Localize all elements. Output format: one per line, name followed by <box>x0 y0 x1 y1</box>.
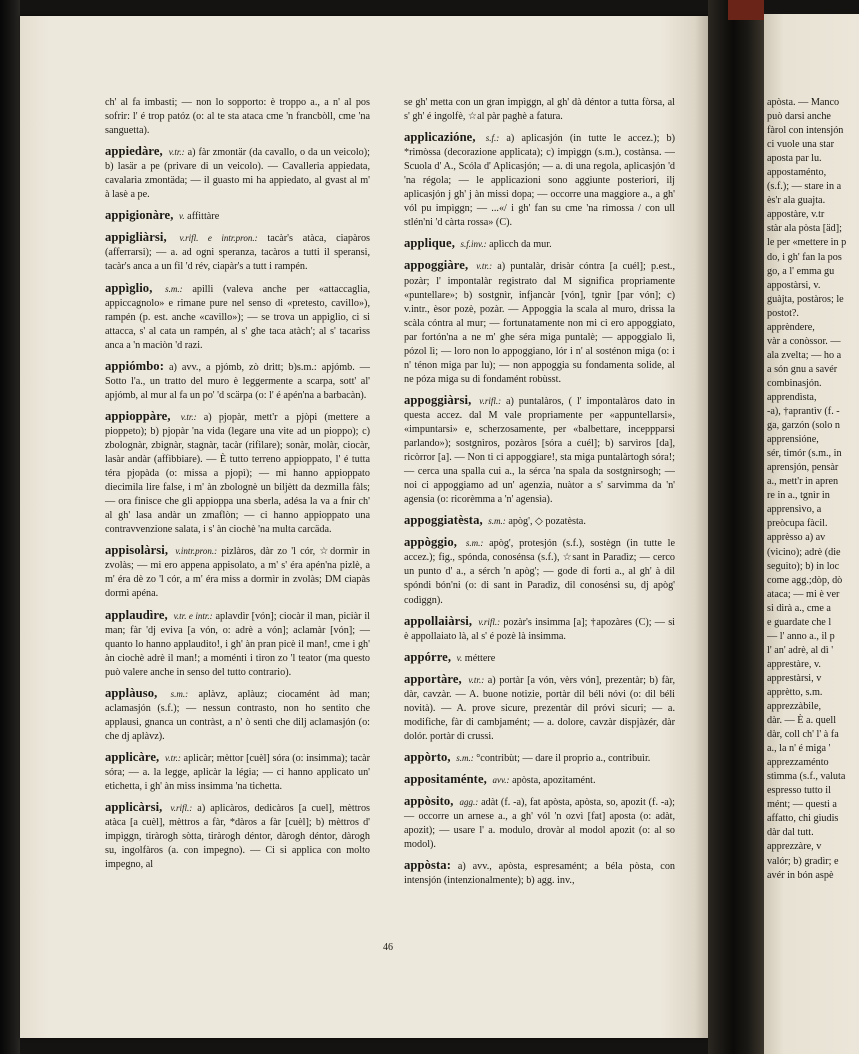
next-page-text-line: apprestàre, v. <box>767 658 821 670</box>
entry-definition: apòg', ◇ pozatèsta. <box>508 516 586 528</box>
entry-headword: appòsta: <box>404 858 451 873</box>
entry-definition: a) fàr zmontär (da cavallo, o da un veicolo); b) lasär a pe (privare di un veicolo). — Cavalleria appiedata, cavalarìa zmontäda; — il guasto mi ha appiedato, al gvast al m' à lasè a pe. <box>105 147 370 201</box>
entry-grammar: agg.: <box>459 797 479 808</box>
entry-headword: applaudìre, <box>105 607 168 622</box>
entry-definition: ch' al fa imbasti; — non lo sopporto: è troppo a., a n' al pos sofrir: l' é trop patóz (o: al te sta ataca cme 'n francbòll, cme 'na sanguetta). <box>105 97 370 137</box>
entry-definition: aplàvz, aplàuz; ciocamént àd man; aclamasjón (s.f.); — nessun contrasto, non ho sentito che applausi, gnanca un contràst, a n' ò sentì che dilj aclamasjón (o: che dj aplàvz). <box>105 688 371 742</box>
dictionary-entry <box>404 772 675 788</box>
dictionary-entry <box>105 608 370 680</box>
entry-grammar: v.intr.pron.: <box>175 546 218 557</box>
entry-grammar: v.rifl.: <box>478 616 501 627</box>
next-page-text-line: appostàre, v.tr <box>767 209 825 221</box>
entry-grammar: v. <box>456 652 463 663</box>
entry-definition: aplavdìr [vón]; ciocàr il man, piciàr il man; fàr 'dj eviva [a vón, o: adrè a vón]; aclamàr [vón]; — quanto lo hanno applaudito!, i gh' àn pran picè il man!, cme i gh' àn ciochè adrè il man!; a moménti i tiron zo 'l teator (ma questo può valere anche in senso del tutto contrario). <box>105 610 370 678</box>
dictionary-column-next-page <box>767 96 859 883</box>
next-page-text-line: valór; b) gradìr; e <box>767 855 839 867</box>
next-page-text-line: (vicino); adrè (die <box>767 546 841 558</box>
next-page-text-line: come agg.;dòp, dò <box>767 574 843 586</box>
dictionary-entry <box>404 513 675 529</box>
dictionary-entry <box>404 393 675 507</box>
next-page-text-line: seguito); b) in loc <box>767 560 840 572</box>
entry-definition: a) avv., apòsta, espresamént; a béla pòsta, con intensjón (intenzionalmente); b) agg. inv., <box>404 861 676 887</box>
next-page-text-line: ataca; — mi è ver <box>767 588 840 600</box>
next-page-text-line: stìmma (s.f., valuta <box>767 771 846 783</box>
dictionary-entry <box>404 236 675 252</box>
dictionary-entry <box>105 281 370 353</box>
next-page-text-line: postot?. <box>767 307 799 319</box>
dictionary-entry <box>105 686 370 744</box>
entry-headword: applicàrsi, <box>105 800 163 815</box>
next-page-text-line: apprestàrsi, v <box>767 672 822 684</box>
entry-grammar: v.rifl. e intr.pron.: <box>179 233 258 244</box>
entry-definition: se gh' metta con un gran impìggn, al gh' dà déntor a tutta fòrsa, al s' gh' é ingolfè, ☆al pàr paghè a fatura. <box>404 97 675 123</box>
entry-headword: appìglio, <box>105 280 153 295</box>
next-page-text-line: apprezzàbile, <box>767 701 822 713</box>
entry-definition: a) avv., a pjómb, zò dritt; b)s.m.: apjómb. — Sotto l'a., un tratto del muro è leggermente a scarpa, sott' al' apjómb, al mur al fa un po' 'd scärpa (o: l' é apén'na a barbacàn). <box>105 361 370 401</box>
dictionary-entry <box>105 543 370 601</box>
entry-definition: a) puntalàr, drisàr cóntra [a cuél]; p.est., pozàr; l' impontalàr registrato dal M significa propriamente «puntellare»; b) sostgnìr, infjancàr [vón], tgnìr [par vón]; c) v.intr., èsor pozè, pozàr. — Appoggia la scala al muro, drissa la scàla cóntra al mur; — fortunatamente non mi ci ero appoggiato, par fortón'na a ne m' ghe séra miga puntalè; — appoggialo lì, pózol lì; — loro non lo appoggiano, lór i n' al sosténon miga (o: i n' ténon miga par lu); — non appoggia su fondamenta solide, al ne póza miga su di fondamént robùsst. <box>404 261 675 385</box>
next-page-text-line: do, i gh' fan la pos <box>767 251 842 263</box>
next-page-text-line: a., la n' é miga ' <box>767 743 831 755</box>
entry-definition: méttere <box>464 652 496 664</box>
dictionary-entry <box>404 858 675 888</box>
entry-definition: a) aplicàros, dedicàros [a cuel], mèttros atàca [a cuèl], mèttros a fàr, *dàros a fàr [cuèl]; b) mèttros d' impìggn, tiràrogh sòtta, tiràrogh déntor, dàrogh déntor, dàrogh su, ingolfàros (a. con impegno). — Ci si applica con molto impegno, al <box>105 803 370 871</box>
entry-headword: appoggiàrsi, <box>404 392 472 407</box>
dictionary-column-right <box>404 96 675 894</box>
next-page-text-line: affatto, chi giudis <box>767 813 839 825</box>
entry-headword: appoggiàre, <box>404 258 469 273</box>
next-page-text-line: fàrol con intensjón <box>767 125 844 137</box>
entry-grammar: v.rifl.: <box>170 803 193 814</box>
dictionary-entry <box>105 230 370 274</box>
next-page-text-line: ci vuole una star <box>767 139 835 151</box>
next-page-text-line: a., mett'r in apren <box>767 476 839 488</box>
entry-grammar: v.tr.: <box>180 411 197 422</box>
next-page-text-line: combinasjón. <box>767 377 822 389</box>
next-page-text-line: appostaménto, <box>767 167 827 179</box>
dictionary-entry <box>404 258 675 386</box>
entry-grammar: v.tr.: <box>168 147 185 158</box>
entry-grammar: avv.: <box>492 774 510 785</box>
entry-definition: apòsta, apozitamént. <box>512 774 596 786</box>
entry-grammar: s.m.: <box>165 283 183 294</box>
entry-headword: appòggio, <box>404 535 458 550</box>
next-page-text-line: sér, timór (s.m., in <box>767 448 842 460</box>
entry-headword: appòsito, <box>404 794 454 809</box>
next-page-text-line: apòsta. — Manco <box>767 97 840 108</box>
next-page-text-line: aposta par lu. <box>767 153 822 165</box>
entry-headword: appòrto, <box>404 749 451 764</box>
next-page-text-line: appostàrsi, v. <box>767 279 821 291</box>
entry-grammar: s.m.: <box>465 538 484 549</box>
dictionary-entry <box>404 750 675 766</box>
dictionary-entry <box>404 96 675 124</box>
next-page-text-line: vàr a conòssor. — <box>767 335 841 347</box>
entry-definition: apilli (valeva anche per «attaccaglia, appiccagnolo» e rimane pure nel senso di «pretesto, cavillo»), rampén (p. est. anche «cavillo»); — se trova un appiglio, ci si attacca, s' al cata un rampén, al s' ghe taca atàch'; al s' tacarìss anca a 'n maciòn 'd razi. <box>105 283 371 351</box>
dictionary-entry <box>404 130 675 230</box>
entry-grammar: v.tr.: <box>468 674 485 685</box>
entry-headword: applicàre, <box>105 749 160 764</box>
next-page-text-line: apprezzàre, v <box>767 841 822 853</box>
next-page-text-line: dàr. — È a. quell <box>767 715 837 727</box>
next-page-text-line: le per «mettere in p <box>767 237 847 249</box>
entry-headword: appiedàre, <box>105 144 163 159</box>
next-page-text-line: re in a., tgnìr in <box>767 490 830 502</box>
next-page-text-line: espresso tutto il <box>767 785 831 797</box>
entry-definition: a) puntalàros, ( l' impontalàros dato in questa accez. dal M vale propriamente per «appuntellarsi», «impuntarsi» e, scherzosamente, per «balbettare, inceppparsi parlando»); sostgnìros, pozàros [sóra a cuél]; b) sarvìros [da], ricòrror [a]. — Non ti ci appoggiare!, sta miga puntalàrtogh sóra!; — cerca una spalla cui a., la sérca 'na spala da sostgnìrsogh; — noi ci appoggiamo ad un' agenzia, nuàtor a s' sarvimma da 'n' agensia (o: ricorèmma a 'n' agensìa). <box>404 395 675 506</box>
entry-grammar: v. <box>179 211 185 222</box>
entry-definition: °contribùt; — dare il proprio a., contribuìr. <box>476 752 651 764</box>
entry-grammar: s.m.: <box>488 516 506 527</box>
entry-headword: applicazióne, <box>404 130 476 145</box>
next-page-text-line: (s.f.); — stare in a <box>767 181 842 193</box>
next-page-text-line: preòcupa fàcil. <box>767 518 828 530</box>
entry-headword: appiómbo: <box>105 358 164 373</box>
dictionary-entry <box>404 672 675 744</box>
dictionary-column-left <box>105 96 370 878</box>
next-page-text-line: apprèsso a) av <box>767 532 826 544</box>
entry-grammar: s.m.: <box>456 752 474 763</box>
dictionary-entry <box>404 535 675 607</box>
dictionary-entry <box>105 750 370 794</box>
next-page-text-line: ga, garzón (solo n <box>767 420 840 432</box>
dictionary-entry <box>404 794 675 852</box>
dictionary-entry <box>404 614 675 644</box>
dictionary-entry <box>105 96 370 138</box>
next-page-text-line: ès'r ala guajta. <box>767 195 826 207</box>
next-page-text-line: apprèndere, <box>767 321 815 333</box>
next-page-text-line: dàr, coll ch' l' à fa <box>767 729 839 741</box>
next-page-text-line: avér in bón aspè <box>767 869 834 881</box>
next-page-text-line: l' an' adrè, al dì ' <box>767 644 834 656</box>
next-page-text-line: e guardate che l <box>767 616 832 628</box>
dictionary-entry <box>105 800 370 872</box>
entry-definition: tacàr's atàca, ciapàros (afferrarsi); — a. ad ogni speranza, tacàros a tutti il speransi, tacàr's anca a un fil 'd rév, ciapàr's a tutt i rampén. <box>105 233 371 273</box>
next-page-text-line: aprensjón, pensàr <box>767 462 839 474</box>
book-binding <box>0 0 20 1054</box>
next-page-text-line: guàjta, postàros; le <box>767 293 844 305</box>
entry-headword: appoggiatèsta, <box>404 513 483 528</box>
entry-grammar: s.m.: <box>170 688 189 699</box>
dictionary-entry <box>404 650 675 666</box>
entry-headword: appórre, <box>404 649 452 664</box>
entry-grammar: v.tr.: <box>165 752 181 763</box>
next-page-text-line: stàr ala pòsta [äd]; <box>767 223 842 235</box>
next-page-text-line: apprètto, s.m. <box>767 686 823 698</box>
entry-headword: appisolàrsi, <box>105 543 169 558</box>
entry-definition: pozàr's insimma [a]; †apozàres (C); — si è appollaiato là, al s' é pozè là insimma. <box>404 616 675 642</box>
next-page-text-line: go, a l' emma gu <box>767 265 835 277</box>
entry-headword: apportàre, <box>404 671 462 686</box>
entry-headword: appigliàrsi, <box>105 230 167 245</box>
next-page-text-line: può darsi anche <box>767 111 831 123</box>
entry-definition: affittàre <box>187 211 220 223</box>
next-page-text-line: dàr dal tutt. <box>767 827 814 839</box>
entry-grammar: v.tr.: <box>476 261 493 272</box>
next-page-text-line: — l' anno a., il p <box>767 630 835 642</box>
next-page-text-line: si dirà a., cme a <box>767 602 831 614</box>
entry-definition: pizlàros, dàr zo 'l cór, ☆dormìr in zvolàs; — mi ero appena appisolato, a m' s' éra apén'na pizlè, a m' éra dè zo 'l cór, a m' éra miss a dormìr in zvolàs; DM ciapàs dormì apéna. <box>105 546 370 600</box>
entry-definition: aplicàr; mèttor [cuèl] sóra (o: insimma); tacàr sóra; — a. la legge, aplicàr la légia; — ci hanno applicato un' etichetta, i gh' àn miss insimma 'na tichetta. <box>105 752 371 793</box>
entry-headword: applique, <box>404 236 455 251</box>
entry-definition: apòg', protesjón (s.f.), sostègn (in tutte le accez.); fig., spónda, conosénsa (s.f.), ☆sant in Paradìz; — cerco un punto d' a., a sérch 'n apòg'; — gode di forti a., al gh' à dil spóndi bón'ni (o: di sant in Paradìz, dil conosénsi su, dj apòg' codìggn). <box>404 538 675 606</box>
entry-grammar: v.rifl.: <box>479 395 502 406</box>
entry-grammar: s.f.inv.: <box>460 239 487 250</box>
entry-headword: appositaménte, <box>404 771 487 786</box>
entry-headword: appioppàre, <box>105 408 171 423</box>
entry-grammar: v.tr. e intr.: <box>173 610 213 621</box>
entry-definition: adàt (f. -a), fat apòsta, apòsta, so, apozit (f. -a); — occorre un arnese a., a gh' vól 'n ozvì [fat] aposta (o: adàt, apozit); — usare l' a. modulo, drovàr al modol apozit (o: al so modol). <box>404 797 676 851</box>
next-page-text-line: a són gnu a savér <box>767 363 838 375</box>
entry-grammar: s.f.: <box>485 133 500 144</box>
dictionary-entry <box>105 359 370 403</box>
bookmark-ribbon <box>728 0 764 20</box>
next-page-text-line: apprensìvo, a <box>767 504 822 516</box>
entry-definition: a) portàr [a vón, vèrs vón], prezentàr; b) fàr, dàr, cavzàr. — A. buone notizie, portàr dil béli nóvi (o: dil béli novità). — A. prove sicure, prezentàr dil próvi sicuri; — a. modifiche, fàr di cambjamént; — a. dolore, cavzàr dispjàzér, dàr dolór. portàr di crussi. <box>404 674 676 742</box>
next-page-text-line: apprezzaménto <box>767 757 829 769</box>
entry-headword: appollaiàrsi, <box>404 613 473 628</box>
dictionary-entry <box>105 208 370 224</box>
dictionary-entry <box>105 144 370 202</box>
next-page-text-line: apprensióne, <box>767 434 819 446</box>
page-number: 46 <box>383 942 393 953</box>
next-page-text-line: mént; — questi a <box>767 799 837 811</box>
dictionary-entry <box>105 409 370 537</box>
next-page-text-line: apprendìsta, <box>767 391 817 403</box>
entry-headword: appigionàre, <box>105 208 174 223</box>
entry-definition: a) aplicasjón (in tutte le accez.); b) *rimòssa (decorazione applicata); c) impìggn (s.m.), costànsa. — Scuola d' A., Scóla d' Aplicasjón; — a. di una regola, aplicasjón 'd 'na régola; — le applicazioni sono aggiunte posteriori, ilj aplicasjón j gh' j àn missi dopa; — occorre una maggiore a., a gh' vól pu impìggn; — ...«/ i gh' fan su cme 'na rimossa / con ull stlén'ni 'd càrta rossa» (C). <box>404 133 676 229</box>
next-page-text-line: -a), †aprantìv (f. - <box>767 406 840 418</box>
entry-definition: a) pjopàr, mett'r a pjòpi (mettere a pioppeto); b) pjopàr 'na vida (legare una vite ad un pioppo); c) zbolognàr, zbignàr, stagnàr, tacàr (rifilare); sonàr, molàr, ciocàr, lasàr andàr (affibbiare). — È tutto terreno appioppato, l' é tutta téra pjopàda (o: missa a pjopì); — mi hanno appioppato diecimila lire false, i m' àn zbolognè un biljètt da dezmilla fàls; — ora finisce che gli appioppa una sberla, adésa la va a fnir ch' al gh' lasa andàr un zmaflòn; — ci hanno appioppato una contravvenzione salata, i s' àn ciochè 'na multa carcäda. <box>105 411 371 536</box>
entry-definition: aplìcch da mur. <box>489 239 552 251</box>
next-page-text-line: ala zvelta; — ho a <box>767 349 842 361</box>
entry-headword: applàuso, <box>105 685 158 700</box>
book-gutter <box>708 0 764 1054</box>
